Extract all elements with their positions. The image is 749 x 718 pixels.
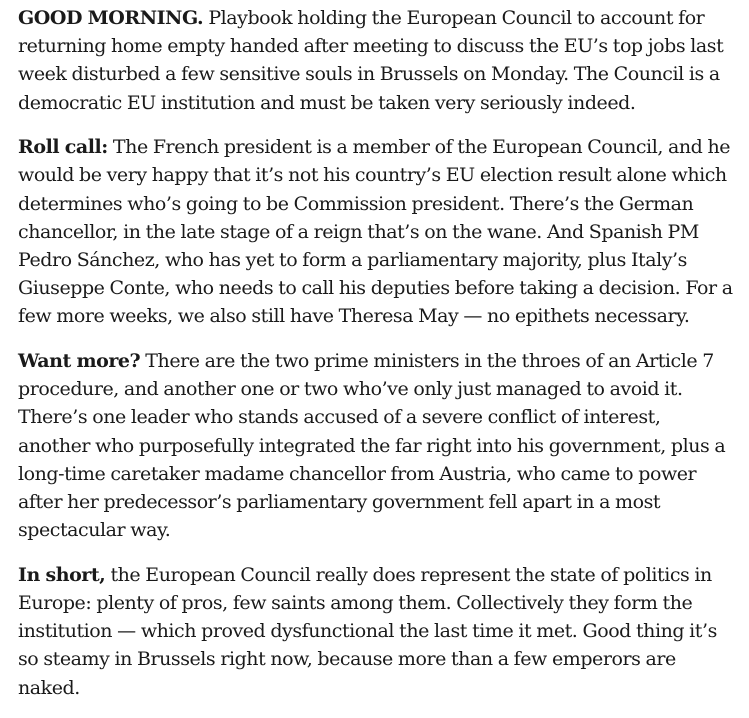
paragraph-text: The French president is a member of the European Council, and he would be very happy that it’s not his country’s EU election result alone which determines who’s going to be Commission president. There’s the German chancellor, in the late stage of a reign that’s on the wane. And Spanish PM Pedro Sánchez, who has yet to form a parliamentary majority, plus Italy’s Giuseppe Conte, who needs to call his deputies before taking a decision. For a few more weeks, we also still have Theresa May — no epithets necessary. — [18, 136, 733, 328]
paragraph-text: There are the two prime ministers in the throes of an Article 7 procedure, and another one or two who’ve only just managed to avoid it. There’s one leader who stands accused of a severe conflict of interest, another who purposefully integrated the far right into his government, plus a long-time caretaker madame chancellor from Austria, who came to power after her predecessor’s parliamentary government fell apart in a most spectacular way. — [18, 350, 726, 542]
paragraph-want-more — [18, 347, 734, 544]
paragraph-lead: GOOD MORNING. — [18, 7, 204, 29]
paragraph-text: the European Council really does represent the state of politics in Europe: plenty of pros, few saints among them. Collectively they form the institution — which proved dysfunctional the last time it met. Good thing it’s so steamy in Brussels right now, because more than a few emperors are naked. — [18, 563, 717, 699]
paragraph-in-short — [18, 561, 734, 702]
paragraph-lead: Roll call: — [18, 136, 108, 159]
paragraph-lead: Want more? — [18, 350, 141, 373]
paragraph-good-morning — [18, 4, 734, 117]
paragraph-lead: In short, — [18, 563, 106, 586]
article-body — [18, 4, 734, 718]
paragraph-roll-call — [18, 133, 734, 330]
paragraph-text: Playbook holding the European Council to account for returning home empty handed after meeting to discuss the EU’s top jobs last week disturbed a few sensitive souls in Brussels on Monday. The Council is a democratic EU institution and must be taken very seriously indeed. — [18, 7, 724, 114]
